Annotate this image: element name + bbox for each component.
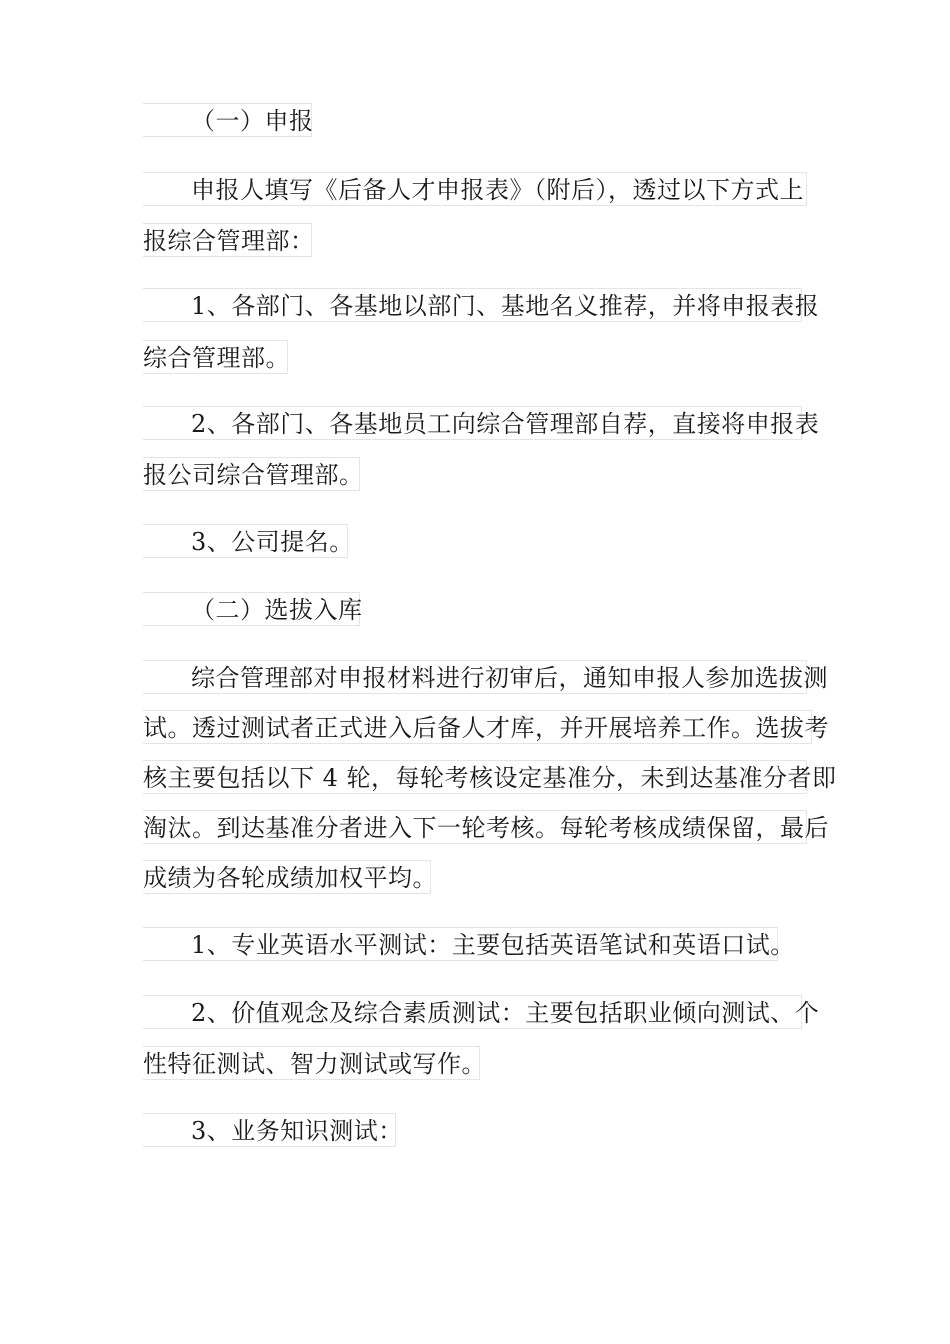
test-item-2-line: 2、价值观念及综合素质测试：主要包括职业倾向测试、个 [143,995,802,1029]
paragraph-line: 核主要包括以下 4 轮，每轮考核设定基准分，未到达基准分者即 [143,760,807,794]
test-item-3: 3、业务知识测试： [143,1113,396,1147]
list-item-3: 3、公司提名。 [143,524,348,558]
paragraph-line: 成绩为各轮成绩加权平均。 [143,860,431,894]
list-item-1-line: 综合管理部。 [143,340,288,374]
paragraph-line: 综合管理部对申报材料进行初审后，通知申报人参加选拔测 [143,660,807,694]
paragraph-line: 淘汰。到达基准分者进入下一轮考核。每轮考核成绩保留，最后 [143,810,807,844]
paragraph-line: 申报人填写《后备人才申报表》（附后），透过以下方式上 [143,172,807,206]
test-item-2-line: 性特征测试、智力测试或写作。 [143,1046,480,1080]
paragraph-line: 报综合管理部： [143,223,312,257]
list-item-2-line: 报公司综合管理部。 [143,457,360,491]
list-item-1-line: 1、各部门、各基地以部门、基地名义推荐，并将申报表报 [143,288,802,322]
section-heading-selection: （二）选拔入库 [143,592,360,626]
paragraph-line: 试。透过测试者正式进入后备人才库，并开展培养工作。选拔考 [143,710,812,744]
list-item-2-line: 2、各部门、各基地员工向综合管理部自荐，直接将申报表 [143,406,802,440]
section-heading-application: （一）申报 [143,103,312,137]
test-item-1: 1、专业英语水平测试：主要包括英语笔试和英语口试。 [143,927,778,961]
